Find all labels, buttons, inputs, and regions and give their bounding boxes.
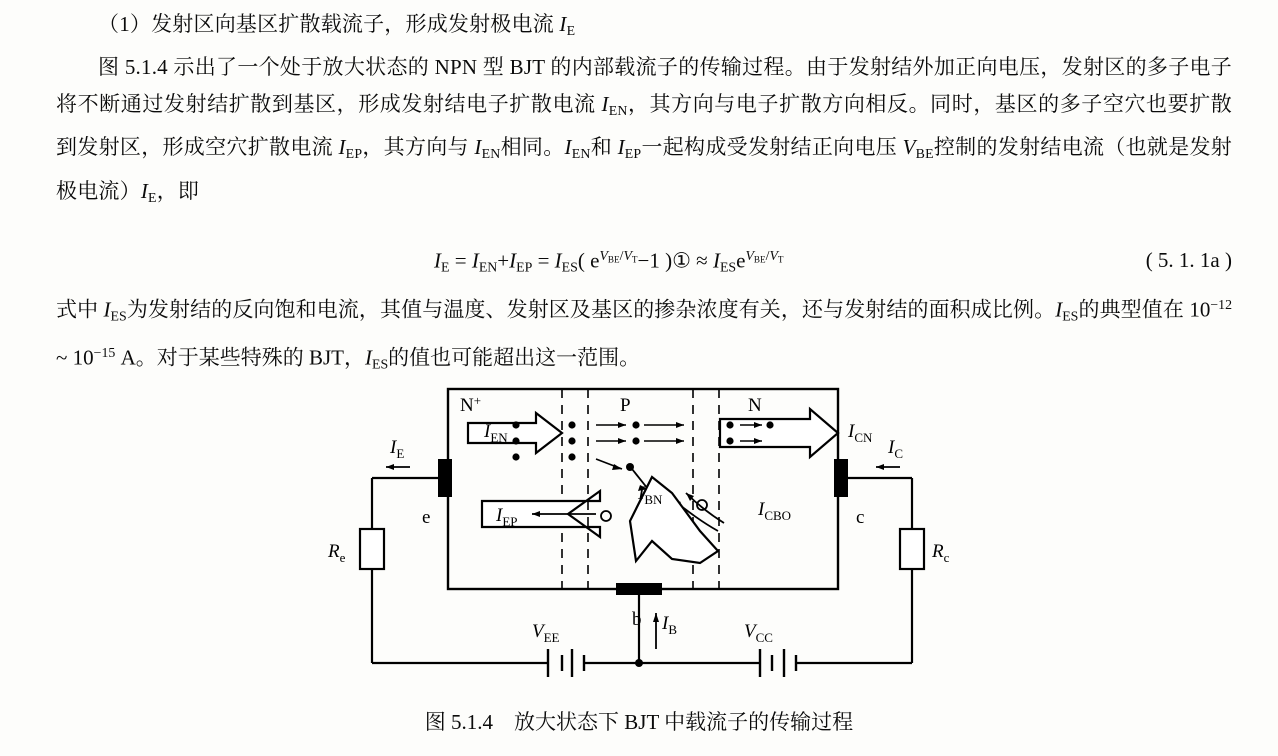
lead-arrows [386,464,900,470]
body-text [56,6,1232,216]
figure-caption: 图 5.1.4 放大状态下 BJT 中载流子的传输过程 [424,710,854,734]
arrow-i-cn [720,409,838,457]
arrow-i-en [468,413,562,453]
label-terminal-c: c [856,507,865,528]
label-i-e: $I_E$ [390,437,405,461]
arrow-i-bn [626,463,648,491]
battery-vee [548,649,584,677]
paragraph-1: （1）发射区向基区扩散载流子，形成发射极电流 $I_E$ [98,12,576,38]
label-i-c: $I_C$ [888,437,903,461]
label-v-cc: $V_{CC}$ [744,621,773,645]
figure-5-1-4 [300,381,990,701]
bjt-carrier-transport-diagram [300,381,990,701]
collector-electrode [834,459,848,497]
region-labels [460,393,762,416]
region-label-collector: N [748,395,762,416]
paragraph-2: 图 5.1.4 示出了一个处于放大状态的 NPN 型 BJT 的内部载流子的传输过程。由于发射结外加正向电压，发射区的多子电子将不断通过发射结扩散到基区，形成发射结电子扩散电流 $I_{EN}$，其方向与电子扩散方向相反。同时，基区的多子空穴也要扩散到发射区，形成空穴扩散电流 $I_{EP}$，其方向与 $I_{EN}$相同。$I_{EN}$和 $I_{EP}$一起构成受发射结正向电压 $V_{BE}$控制的发射结电流（也就是发射极电流）$I_E$，即 [56,55,1232,205]
equation-5-1-1a: $I_E = I_{EN}+I_{EP} = I_{ES}$( $e^{V_{BE}/V_T}-1$ )① ≈ $I_{ES}e^{V_{BE}/V_T}$ [434,248,784,275]
label-i-ep: $I_{EP}$ [496,505,518,529]
paragraph-3: 式中 $I_{ES}$为发射结的反向饱和电流，其值与温度、发射区及基区的掺杂浓度有关，还与发射结的面积成比例。$I_{ES}$的典型值在 $10^{-12}$ ~ $10^{-15}$ A。对于某些特殊的 BJT，$I_{ES}$的值也可能超出这一范围。 [56,297,1233,372]
label-i-cn: $I_{CN}$ [848,421,873,445]
arrow-i-b [653,613,659,649]
base-electrode [616,583,662,595]
label-i-cbo: $I_{CBO}$ [758,499,792,523]
label-i-bn: $I_{BN}$ [638,483,663,507]
battery-vcc [760,649,796,677]
label-terminal-b: b [632,609,642,630]
label-v-ee: $V_{EE}$ [532,621,560,645]
emitter-electrode [438,459,452,497]
region-label-base: P [620,395,631,416]
resistor-re [360,529,384,569]
base-node-dot [635,659,643,667]
equation-number: ( 5. 1. 1a ) [1145,248,1232,272]
region-label-emitter: N+ [460,393,482,416]
label-r-c: $R_c$ [932,541,950,565]
label-terminal-e: e [422,507,431,528]
label-i-b: $I_B$ [662,613,677,637]
label-i-en: $I_{EN}$ [484,421,508,445]
label-r-e: $R_e$ [328,541,346,565]
resistor-rc [900,529,924,569]
